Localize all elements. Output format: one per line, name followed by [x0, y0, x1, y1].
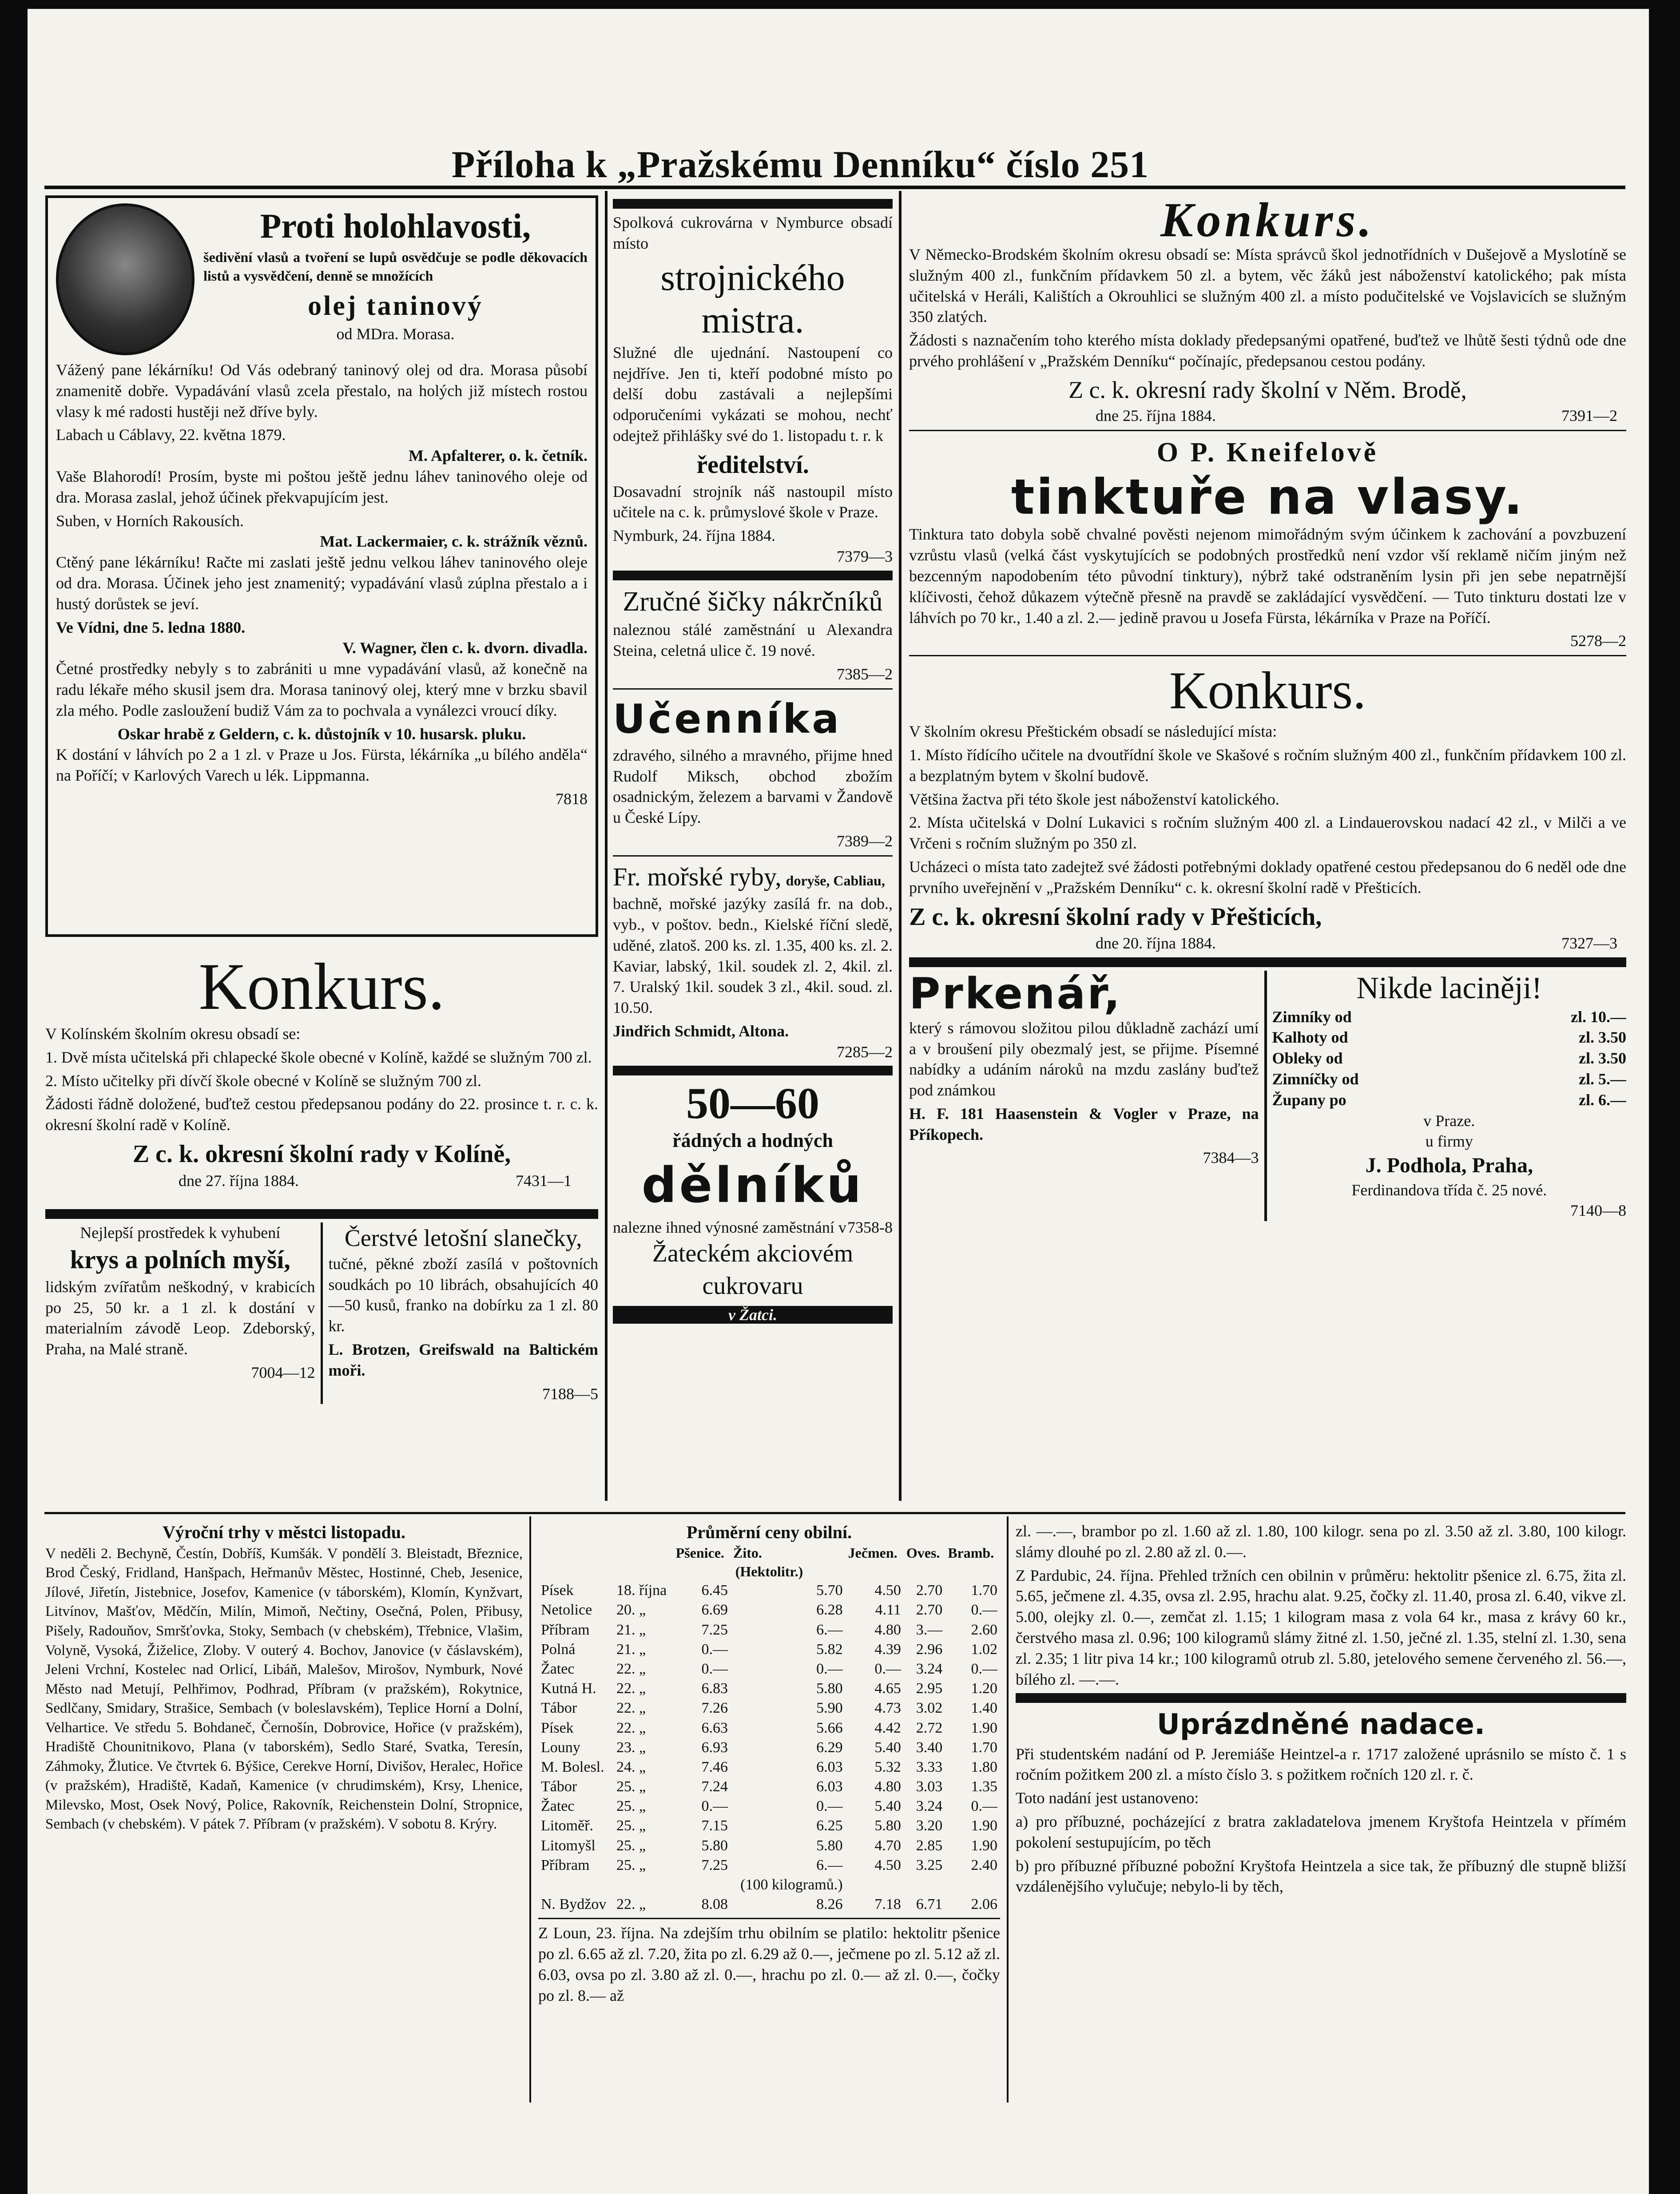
clothing-item-name: Obleky od: [1272, 1049, 1343, 1067]
table-cell: 5.70: [816, 1582, 843, 1599]
konkurs-kolin-date: dne 27. října 1884.: [179, 1171, 299, 1190]
table-cell: 6.83: [701, 1680, 728, 1697]
rat-poison-title: krys a polních myší,: [70, 1245, 290, 1274]
table-cell: 1.90: [971, 1817, 997, 1834]
table-row: [538, 1640, 1000, 1659]
testimonial-4-name: Oskar hrabě z Geldern, c. k. důstojník v 10. husarsk. pluku.: [117, 725, 526, 743]
portrait-engraving: [56, 203, 195, 355]
clothing-item-name: Zimníčky od: [1272, 1070, 1359, 1088]
table-cell: 2.70: [916, 1602, 943, 1619]
table-cell: 7.25: [701, 1621, 728, 1638]
divider-bar: [1016, 1693, 1626, 1703]
workers-count: 50—60: [686, 1079, 819, 1128]
sawyer-title: Prkenář,: [909, 969, 1122, 1019]
sugar-factory-number: 7379—3: [837, 547, 893, 565]
table-cell: 22. „: [616, 1680, 646, 1697]
tincture-title: tinktuře na vlasy.: [1011, 468, 1525, 526]
table-cell: 2.40: [971, 1857, 997, 1873]
table-cell: 5.90: [816, 1700, 843, 1717]
rat-poison-lead: Nejlepší prostředek k vyhubení: [80, 1223, 281, 1242]
sugar-factory-date: Nymburk, 24. října 1884.: [613, 527, 775, 545]
louny-continued: zl. —.—, brambor po zl. 1.60 až zl. 1.80, 100 kilogr. sena po zl. 3.50 až zl. 3.80, 100 kilogr. slámy dlouhé po zl. 2.80 až zl. 0.—.: [1016, 1522, 1626, 1561]
table-cell: 1.70: [971, 1739, 997, 1756]
table-cell: 1.02: [971, 1641, 997, 1658]
clothing-item-name: Zimníky od: [1272, 1008, 1352, 1026]
table-cell: 4.80: [874, 1621, 901, 1638]
rat-poison-number: 7004—12: [251, 1363, 315, 1381]
table-cell: 5.80: [816, 1680, 843, 1697]
table-cell: [846, 1875, 904, 1895]
divider: [613, 688, 893, 690]
table-row: [538, 1836, 1000, 1856]
scan-border-left: [0, 0, 28, 2194]
table-cell: 25. „: [616, 1778, 646, 1795]
lower-column-rule-2: [1007, 1516, 1009, 2103]
markets-body: V neděli 2. Bechyně, Čestín, Dobříš, Kumšák. V pondělí 3. Bleistadt, Březnice, Brod Český, Fridland, Hanšpach, Heřmanův Městec, Hostinné, Cheb, Jesenice, Jílové, Jiřetín, Jistebnice, Josefov, Kamenice (v táborském), Klomín, Kynžvart, Litvínov, Mašťov, Mědčín, Milín, Mimoň, Nečtiny, Osečná, Polen, Přibusy, Pišely, Radouňov, Smršťovka, Stoky, Sembach (v chebském), Třebnice, Vlašim, Volyně, Vysoká, Žiželice, Zloby. V outerý 4. Bochov, Janovice (v čáslavském), Jeleni Vrchní, Kostelec nad Orlicí, Libáň, Malešov, Mirošov, Nymburk, Nové Město nad Metují, Pelhřimov, Podhrad, Příbram (v pražském), Rokytnice, Sedlčany, Smidary, Strašice, Sembach (v boleslavském), Teplice Horní a Dolní, Velhartice. Ve středu 5. Bohdaneč, Černošín, Dobrovice, Hořice (v pražském), Hradiště Chounitnikovo, Plana (v taborském), Sedlo Staré, Svatka, Teresín, Záhmoky, Žlutice. Ve čtvrtek 6. Býšice, Cerekve Horní, Divišov, Heralec, Hořice (v pražském), Hradiště, Kadaň, Kamenice (v chrudimském), Krsy, Lhenice, Milevsko, Most, Osek Nový, Police, Rakovník, Reichenstein Dolní, Stropnice, Sembach (v chebském). V pátek 7. Příbram (v pražském). V sobotu 8. Krýry.: [45, 1545, 523, 1833]
table-row: [538, 1758, 1000, 1777]
table-row: [538, 1816, 1000, 1836]
clothing-price-list: [1272, 1007, 1626, 1111]
divider-bar: [613, 571, 893, 580]
divider: [538, 1918, 1000, 1919]
tincture-number: 5278—2: [1570, 632, 1626, 650]
divider-bar: [45, 1209, 598, 1219]
table-cell: 20. „: [616, 1602, 646, 1619]
table-cell: Příbram: [541, 1621, 590, 1638]
konkurs-prestice-title: Konkurs.: [1169, 661, 1366, 720]
workers-firm: Žateckém akciovém cukrovaru: [652, 1240, 854, 1300]
fish-number: 7285—2: [837, 1043, 893, 1061]
table-cell: 2.85: [916, 1837, 943, 1854]
table-cell: 6.03: [816, 1758, 843, 1775]
endowment-body: Při studentském nadání od P. Jeremiáše Heintzel-a r. 1717 založené uprásnilo se místo č. 1 s ročním požitkem 200 zl. a místo číslo 3. s požitkem ročních 120 zl. r. č.: [1016, 1745, 1626, 1784]
table-cell: 7.26: [701, 1700, 728, 1717]
divider-bar: [909, 957, 1626, 967]
table-cell: 8.26: [816, 1896, 843, 1913]
konkurs-kolin-signature: Z c. k. okresní školní rady v Kolíně,: [132, 1140, 511, 1168]
clothing-price-item: [1272, 1048, 1626, 1069]
endowment-item-a: a) pro příbuzné, pocházející z bratra zakladatelova jmenem Kryštofa Heintzela v přímém pokolení sestupujícím, po těch: [1016, 1812, 1626, 1851]
tincture-body: Tinktura tato dobyla sobě chvalné pověsti nejenom mimořádným svým účinkem k zachování a povzbuzení vzrůstu vlasů (velká část vyskytujících se podobných prostředků není vzdor vší reklamě ničím jiným než bezcenným napodobením této původní tinktury), nýbrž také odstraněním lysin při jen sebe nepatrnější klíčivosti, čehož důkazem výtečně přesně na pravdě se zakládající vysvědčení. — Tuto tinkturu dostati lze v láhvích po 70 kr., 1.40 a zl. 2.— jedině pravou u Josefa Fürsta, lékárníka v Praze na Poříčí.: [909, 525, 1626, 627]
lower-column-rule-1: [529, 1516, 531, 2103]
clothing-price-item: [1272, 1027, 1626, 1048]
column-rule-2: [899, 191, 902, 1501]
lower-section-rule: [44, 1512, 1625, 1514]
newspaper-page: [28, 9, 1649, 2194]
table-cell: 0.—: [971, 1798, 997, 1815]
divider-bar: [613, 199, 893, 209]
konkurs-kolin: [45, 950, 598, 1191]
testimonial-3: Ctěný pane lékárníku! Račte mi zaslati ještě jednu velkou láhev taninového oleje od dra. Morasa. Účinek jeho jest znamenitý; vypadávání vlasů zúplna přestalo a i hustý dorůstek se jeví.: [56, 553, 588, 613]
konkurs-prestice-item-2: 2. Místa učitelská v Dolní Lukavici s ročním služným 400 zl. a Lindauerovskou nadací 42 zl., v Milči a ve Vrčeni s ročním služným po 350 zl.: [909, 813, 1626, 853]
hair-oil-title: Proti holohlavosti,: [260, 206, 531, 245]
table-cell: 1.90: [971, 1837, 997, 1854]
table-cell: 4.65: [874, 1680, 901, 1697]
tincture-lead: O P. Kneifelově: [1156, 437, 1379, 468]
clothing-item-price: zl. 6.—: [1579, 1091, 1626, 1109]
table-cell: 6.—: [816, 1857, 843, 1873]
seamstress-title: Zručné šičky nákrčníků: [623, 586, 883, 617]
table-cell: 2.06: [971, 1896, 997, 1913]
konkurs-brod-date: dne 25. října 1884.: [1096, 406, 1216, 425]
hair-oil-product: olej taninový: [308, 290, 483, 321]
rule: [321, 1222, 323, 1404]
sugar-factory-lead: Spolková cukrovárna v Nymburce obsadí místo: [613, 214, 893, 252]
table-cell: Příbram: [541, 1857, 590, 1873]
seamstress-body: naleznou stálé zaměstnání u Alexandra Steina, celetná ulice č. 19 nové.: [613, 621, 893, 660]
hair-oil-maker: od MDra. Morasa.: [336, 325, 455, 343]
fish-firm: Jindřich Schmidt, Altona.: [613, 1022, 789, 1040]
table-cell: N. Bydžov: [541, 1896, 607, 1913]
table-row: [538, 1856, 1000, 1875]
sawyer-number: 7384—3: [1203, 1149, 1259, 1167]
table-cell: 1.70: [971, 1582, 997, 1599]
table-cell: 6.—: [816, 1621, 843, 1638]
table-cell: 2.96: [916, 1641, 943, 1658]
table-cell: 1.80: [971, 1758, 997, 1775]
table-cell: 0.—: [701, 1641, 728, 1658]
grain-prices-table: [538, 1544, 1000, 1914]
table-cell: 7.25: [701, 1857, 728, 1873]
table-cell: 22. „: [616, 1896, 646, 1913]
table-cell: 25. „: [616, 1857, 646, 1873]
table-cell: 25. „: [616, 1817, 646, 1834]
table-cell: 24. „: [616, 1758, 646, 1775]
apprentice-title: Učenníka: [613, 695, 842, 742]
konkurs-prestice-intro: V školním okresu Přeštickém obsadí se následující místa:: [909, 722, 1277, 741]
herring-title: Čerstvé letošní slanečky,: [344, 1224, 582, 1251]
apprentice-body: zdravého, silného a mravného, přijme hned Rudolf Miksch, obchod zbožím osadnickým, železem a barvami v Žandově u České Lípy.: [613, 746, 893, 827]
testimonial-1: Vážený pane lékárníku! Od Vás odebraný taninový olej od dra. Morasa působí znamenitě dobře. Vypadávání vlasů zcela přestalo, na holých již místech rostou vlasy k mé radosti hustěji než dříve byly.: [56, 361, 588, 421]
konkurs-prestice-number: 7327—3: [1561, 934, 1617, 952]
page-header: Příloha k „Pražskému Denníku“ číslo 251: [451, 143, 1149, 186]
table-cell: 23. „: [616, 1739, 646, 1756]
scan-border-right: [1649, 0, 1680, 2194]
table-cell: 4.39: [874, 1641, 901, 1658]
table-cell: 21. „: [616, 1621, 646, 1638]
konkurs-kolin-number: 7431—1: [516, 1171, 572, 1190]
grain-prices-col-header: Pšenice.: [675, 1545, 724, 1561]
testimonial-2-name: Mat. Lackermaier, c. k. strážník věznů.: [320, 532, 588, 551]
column-2: [613, 195, 893, 1505]
table-cell: [614, 1875, 673, 1895]
pardubice-market-report: Z Pardubic, 24. října. Přehled tržních cen obilnin v průměru: hektolitr pšenice zl. 6.75, žita zl. 5.65, ječmene zl. 4.35, ovsa zl. 2.95, hrachu alat. 9.25, čočky zl. 11.40, prosa zl. 6.40, vikve zl. 5.00, olejky zl. 0.—, zemčat zl. 1.15; 1 kilogram masa z vola 64 kr., masa z krávy 60 kr., čerstvého masa zl. 0.96; 100 kilogramů slámy žitné zl. 1.50, ječné zl. 1.35, stelní zl. 1.30, sena zl. 2.35; 1 litr piva 14 kr.; 100 kilogramů otrub zl. 5.80, jetelového semene červeného zl. 56.—, bílého zl. —.—.: [1016, 1566, 1626, 1688]
table-cell: 6.45: [701, 1582, 728, 1599]
herring-ad: [328, 1222, 598, 1404]
table-cell: 4.11: [875, 1602, 901, 1619]
clothing-item-price: zl. 5.—: [1579, 1070, 1626, 1088]
table-cell: 4.73: [874, 1700, 901, 1717]
table-row: [538, 1875, 1000, 1895]
table-cell: 4.42: [874, 1719, 901, 1736]
workers-subtitle: řádných a hodných: [672, 1130, 833, 1152]
clothing-number: 7140—8: [1570, 1202, 1626, 1220]
clothing-item-price: zl. 10.—: [1571, 1008, 1626, 1026]
table-row: [538, 1581, 1000, 1600]
table-cell: Louny: [541, 1739, 580, 1756]
table-cell: 1.40: [971, 1700, 997, 1717]
sugar-factory-body: Služné dle ujednání. Nastoupení co nejdříve. Jen ti, kteří podobné místo po delší dobu zastávali a nejlepšími odporučeními vykázati se mohou, nechť odejtež přihlášky své do 1. listopadu t. r. k: [613, 343, 893, 444]
table-cell: 21. „: [616, 1641, 646, 1658]
fish-body: bachně, mořské jazýky zasílá fr. na dob., vyb., v poštov. bedn., Kielské říční sledě, uděné, zlatoš. 200 ks. zl. 1.35, 400 ks. zl. 2. Kaviar, labský, 1kil. soudek zl. 2, 4kil. zl. 7. Uralský 1kil. soudek 3 zl., 4kil. soud. zl. 10.50.: [613, 895, 893, 1017]
column-1: [45, 195, 598, 1505]
table-cell: Písek: [541, 1719, 574, 1736]
table-cell: (100 kilogramů.): [740, 1877, 843, 1893]
konkurs-kolin-note: Žádosti řádně doložené, buďtež cestou předepsanou podány do 22. prosince t. r. c. k. okresní školní radě v Kolíně.: [45, 1095, 598, 1134]
endowment-body-2: Toto nadání jest ustanoveno:: [1016, 1789, 1199, 1807]
table-cell: 4.50: [874, 1857, 901, 1873]
clothing-price-item: [1272, 1069, 1626, 1090]
workers-title: dělníků: [641, 1156, 864, 1214]
clothing-title: Nikde laciněji!: [1356, 971, 1542, 1006]
konkurs-kolin-item-2: 2. Místo učitelky při dívčí škole obecné v Kolíně se služným 700 zl.: [45, 1071, 481, 1090]
table-cell: 4.70: [874, 1837, 901, 1854]
table-cell: 2.70: [916, 1582, 943, 1599]
table-cell: 0.—: [816, 1660, 843, 1677]
konkurs-prestice-item-1b: Většina žactva při této škole jest náboženství katolického.: [909, 790, 1279, 808]
divider: [909, 655, 1626, 656]
table-cell: 5.80: [816, 1837, 843, 1854]
herring-firm: L. Brotzen, Greifswald na Baltickém moři.: [328, 1340, 598, 1379]
table-row: [538, 1895, 1000, 1914]
table-row: [538, 1797, 1000, 1816]
table-cell: [673, 1875, 731, 1895]
grain-prices-column: [538, 1521, 1000, 2098]
clothing-firm-lead: u firmy: [1425, 1132, 1473, 1151]
scan-border-top: [0, 0, 1680, 9]
hair-oil-ad: [45, 195, 598, 937]
table-cell: 22. „: [616, 1719, 646, 1736]
endowment-title: Uprázdněné nadace.: [1156, 1708, 1485, 1742]
testimonial-3-name: V. Wagner, člen c. k. dvorn. divadla.: [342, 639, 588, 657]
clothing-ad: [1272, 971, 1626, 1221]
divider: [909, 430, 1626, 431]
table-cell: [538, 1875, 614, 1895]
table-row: [538, 1777, 1000, 1797]
table-cell: 6.63: [701, 1719, 728, 1736]
table-cell: 3.20: [916, 1817, 943, 1834]
sawyer-ad: [909, 971, 1259, 1221]
konkurs-brod-note: Žádosti s naznačením toho kterého místa doklady předepsanými opatřené, buďtež ve lhůtě šesti týdnů ode dne prvého prohlášení v „Pražském Denníku“ počínajíc, předepsanou cestou podány.: [909, 331, 1626, 370]
grain-prices-col-header: Ječmen.: [848, 1545, 898, 1561]
workers-place: v Žatci.: [613, 1306, 893, 1324]
louny-market-report: Z Loun, 23. října. Na zdejším trhu obilním se platilo: hektolitr pšenice po zl. 6.65 až zl. 7.20, žita po zl. 6.29 až 0.—, ječmene po zl. 5.12 až zl. 6.03, ovsa po zl. 3.80 až zl. 0.—, hrachu po zl. 0.— až zl. 0.—, čočky po zl. 8.— až: [538, 1924, 1000, 2004]
table-cell: 3.—: [916, 1621, 943, 1638]
table-cell: 5.40: [874, 1798, 901, 1815]
clothing-address: Ferdinandova třída č. 25 nové.: [1351, 1181, 1547, 1199]
table-cell: 0.—: [701, 1660, 728, 1677]
sugar-factory-note: Dosavadní strojník náš nastoupil místo učitele na c. k. průmyslové škole v Praze.: [613, 482, 893, 521]
konkurs-brod-number: 7391—2: [1561, 406, 1617, 425]
table-cell: Kutná H.: [541, 1680, 596, 1697]
table-cell: 3.25: [916, 1857, 943, 1873]
konkurs-prestice-note: Ucházeci o místa tato zadejtež své žádosti potřebnými doklady opatřené cestou předepsanou do 6 neděl ode dne prvního uveřejnění v „Pražském Denníku“ c. k. okresní školní radě v Přešticích.: [909, 857, 1626, 897]
table-cell: Žatec: [541, 1798, 575, 1815]
table-cell: 0.—: [701, 1798, 728, 1815]
table-cell: 7.46: [701, 1758, 728, 1775]
market-column: [45, 1521, 523, 2098]
table-cell: Písek: [541, 1582, 574, 1599]
table-cell: Polná: [541, 1641, 576, 1658]
clothing-place: v Praze.: [1423, 1111, 1475, 1130]
rule: [1264, 971, 1267, 1221]
divider: [613, 855, 893, 857]
table-row: [538, 1620, 1000, 1640]
table-cell: 8.08: [701, 1896, 728, 1913]
sugar-factory-signature: ředitelství.: [696, 451, 809, 479]
konkurs-prestice-item-1: 1. Místo řídícího učitele na dvoutřídní škole ve Skašové s ročním služným 400 zl., funkčním přídavkem 100 zl. a bezplatným bytem v školní budově.: [909, 746, 1626, 785]
grain-prices-unit: (Hektolitr.): [735, 1563, 803, 1579]
table-cell: 22. „: [616, 1660, 646, 1677]
table-row: [538, 1738, 1000, 1758]
table-cell: 4.80: [874, 1778, 901, 1795]
table-cell: 5.80: [874, 1817, 901, 1834]
table-cell: 5.80: [701, 1837, 728, 1854]
markets-title: Výroční trhy v městci listopadu.: [162, 1522, 406, 1542]
table-cell: 0.—: [971, 1660, 997, 1677]
table-cell: Netolice: [541, 1602, 592, 1619]
table-cell: 2.60: [971, 1621, 997, 1638]
table-cell: 4.50: [874, 1582, 901, 1599]
table-row: [538, 1698, 1000, 1718]
endowment-item-b: b) pro příbuzné příbuzné pobožní Kryštofa Heintzela a sice tak, že příbuzný dle stupně bližší vzdálenějšího vylučuje; nebylo-li by těch,: [1016, 1857, 1626, 1896]
testimonial-2: Vaše Blahorodí! Prosím, byste mi poštou ještě jednu láhev taninového oleje od dra. Morasa zaslal, jehož účinek překvapujícím jest.: [56, 467, 588, 506]
herring-number: 7188—5: [542, 1385, 598, 1403]
table-cell: 3.24: [916, 1798, 943, 1815]
clothing-item-price: zl. 3.50: [1579, 1049, 1626, 1067]
table-cell: Žatec: [541, 1660, 575, 1677]
testimonial-1-name: M. Apfalterer, o. k. četník.: [409, 447, 588, 465]
fish-title: Fr. mořské ryby,: [613, 862, 782, 891]
testimonial-1-place: Labach u Cáblavy, 22. května 1879.: [56, 426, 286, 444]
konkurs-kolin-item-1: 1. Dvě místa učitelská při chlapecké škole obecné v Kolíně, každé se služným 700 zl.: [45, 1048, 592, 1066]
sawyer-firm: H. F. 181 Haasenstein & Vogler v Praze, na Příkopech.: [909, 1104, 1259, 1143]
konkurs-brod-signature: Z c. k. okresní rady školní v Něm. Brodě,: [1068, 376, 1467, 403]
table-row: [538, 1718, 1000, 1738]
table-cell: 25. „: [616, 1837, 646, 1854]
grain-prices-col-header: Žito.: [733, 1545, 762, 1561]
grain-prices-rows: [538, 1581, 1000, 1914]
table-row: [538, 1659, 1000, 1679]
testimonial-4: Četné prostředky nebyly s to zabrániti u mne vypadávání vlasů, až konečně na radu lékaře mého skusil jsem dra. Morasa taninový olej, který mne v brzku sbavil zla mého. Podle zasloužení budiž Vám za to pochvala a vynálezci vroucí díky.: [56, 660, 588, 719]
hair-oil-subtitle: šedivění vlasů a tvoření se lupů osvědčuje se podle děkovacích listů a vysvědčení, denně se množících: [203, 249, 588, 284]
hair-oil-number: 7818: [556, 790, 588, 808]
table-cell: 3.40: [916, 1739, 943, 1756]
table-cell: 6.93: [701, 1739, 728, 1756]
fish-aside: doryše, Cabliau,: [786, 872, 885, 889]
clothing-firm: J. Podhola, Praha,: [1365, 1154, 1533, 1178]
table-cell: 5.32: [874, 1758, 901, 1775]
konkurs-brod-title: Konkurs.: [1160, 195, 1375, 247]
grain-prices-header: [538, 1544, 1000, 1563]
konkurs-prestice-signature: Z c. k. okresní školní rady v Přešticích,: [909, 903, 1322, 931]
table-cell: 6.69: [701, 1602, 728, 1619]
konkurs-kolin-intro: V Kolínském školním okresu obsadí se:: [45, 1025, 301, 1043]
table-cell: 1.35: [971, 1778, 997, 1795]
table-cell: 3.02: [916, 1700, 943, 1717]
table-cell: 3.33: [916, 1758, 943, 1775]
konkurs-kolin-title: Konkurs.: [199, 950, 445, 1024]
konkurs-brod-body: V Německo-Brodském školním okresu obsadí se: Místa správců škol jednotřídních v Dušejově a Myslotíně se služným 400 zl., funkčním přídavkem 50 zl. a bytem, věc žáků jest náboženství katolického; pak místa učitelská v Heráli, Kalištích a Okrouhlici se služným 400 zl. a místo podučitelské ve Vojslavicích se služným 350 zlatých.: [909, 246, 1626, 326]
table-cell: 6.03: [816, 1778, 843, 1795]
workers-body: nalezne ihned výnosné zaměstnání v: [613, 1218, 846, 1236]
clothing-item-name: Kalhoty od: [1272, 1028, 1348, 1047]
endowment-column: [1016, 1521, 1626, 2098]
grain-prices-col-header: Oves.: [906, 1545, 940, 1561]
table-cell: Litomyšl: [541, 1837, 596, 1854]
rat-poison-body: lidským zvířatům neškodný, v krabicích po 25, 50 kr. a 1 zl. k dostání v materialním závodě Leop. Zdeborský, Praha, na Malé straně.: [45, 1278, 315, 1358]
clothing-price-item: [1272, 1007, 1626, 1028]
table-cell: M. Bolesl.: [541, 1758, 604, 1775]
table-cell: 0.—: [874, 1660, 901, 1677]
table-cell: 3.24: [916, 1660, 943, 1677]
table-cell: 7.24: [701, 1778, 728, 1795]
table-cell: 7.18: [874, 1896, 901, 1913]
table-cell: 6.71: [916, 1896, 943, 1913]
table-cell: 5.40: [874, 1739, 901, 1756]
table-cell: Tábor: [541, 1700, 577, 1717]
table-cell: 0.—: [816, 1798, 843, 1815]
table-cell: [904, 1875, 945, 1895]
table-row: [538, 1600, 1000, 1620]
divider-bar: [613, 1066, 893, 1075]
column-rule-1: [605, 191, 608, 1501]
table-cell: Litoměř.: [541, 1817, 594, 1834]
column-3: [909, 195, 1626, 1505]
seamstress-number: 7385—2: [837, 665, 893, 683]
hair-oil-availability: K dostání v láhvích po 2 a 1 zl. v Praze u Jos. Fürsta, lékárníka „u bílého anděla“ na Poříčí; v Karlových Varech u lék. Lippmanna.: [56, 746, 588, 785]
konkurs-prestice-date: dne 20. října 1884.: [1096, 934, 1216, 952]
clothing-item-name: Župany po: [1272, 1091, 1346, 1109]
grain-prices-col-header: Bramb.: [948, 1545, 994, 1561]
table-cell: 7.15: [701, 1817, 728, 1834]
table-cell: 2.95: [916, 1680, 943, 1697]
table-cell: 6.29: [816, 1739, 843, 1756]
workers-number: 7358-8: [847, 1218, 893, 1236]
table-cell: 18. října: [616, 1582, 667, 1599]
table-cell: 25. „: [616, 1798, 646, 1815]
sawyer-body: který s rámovou složitou pilou důkladně zachází umí a v broušení pily obezmalý jest, se přijme. Písemné nabídky a udáním nároků na mzdu zaslány buďtež pod známkou: [909, 1019, 1259, 1099]
herring-body: tučné, pěkné zboží zasílá v poštovních soudkách po 10 librách, obsahujících 40—50 kusů, franko na dobírku za 1 zl. 80 kr.: [328, 1254, 598, 1335]
clothing-item-price: zl. 3.50: [1579, 1028, 1626, 1047]
table-cell: 1.90: [971, 1719, 997, 1736]
table-cell: Tábor: [541, 1778, 577, 1795]
grain-prices-title: Průměrní ceny obilní.: [686, 1522, 852, 1542]
table-cell: 2.72: [916, 1719, 943, 1736]
table-cell: 3.03: [916, 1778, 943, 1795]
clothing-price-item: [1272, 1090, 1626, 1111]
apprentice-number: 7389—2: [837, 832, 893, 850]
rat-poison-ad: [45, 1222, 315, 1404]
table-cell: [945, 1875, 1000, 1895]
table-cell: 1.20: [971, 1680, 997, 1697]
table-cell: 5.66: [816, 1719, 843, 1736]
header-rule: [44, 186, 1625, 189]
sugar-factory-title: strojnického mistra.: [660, 257, 845, 341]
table-cell: 5.82: [816, 1641, 843, 1658]
table-row: [538, 1679, 1000, 1698]
testimonial-3-place: Ve Vídni, dne 5. ledna 1880.: [56, 618, 246, 636]
table-cell: 22. „: [616, 1700, 646, 1717]
table-cell: 6.25: [816, 1817, 843, 1834]
testimonial-2-place: Suben, v Horních Rakousích.: [56, 512, 244, 530]
table-cell: 6.28: [816, 1602, 843, 1619]
table-cell: 0.—: [971, 1602, 997, 1619]
